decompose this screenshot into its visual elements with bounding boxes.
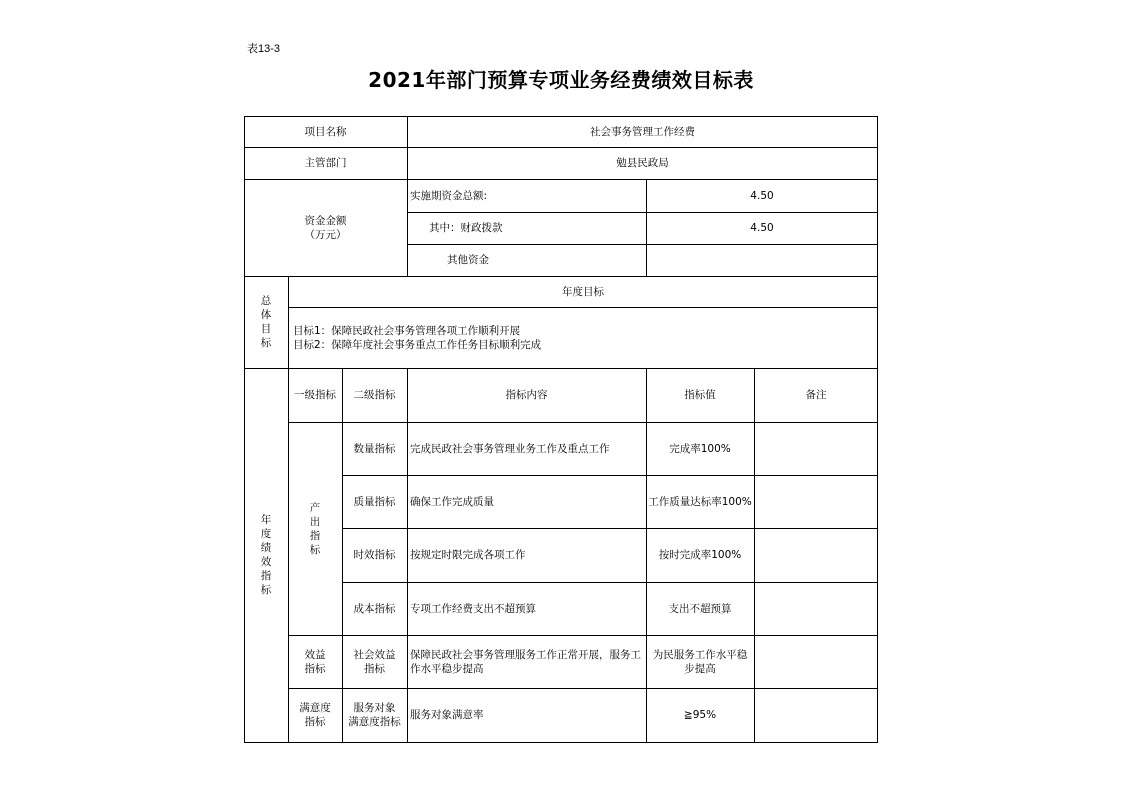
overall-goal-label (244, 276, 288, 368)
row-quantity-remark (754, 422, 878, 475)
annual-goal-content (288, 307, 878, 368)
annual-indicator-label (244, 368, 288, 742)
overall-goal-char-4: 标 (260, 337, 272, 349)
funds-fiscal-label: 其中：财政拨款 (429, 222, 503, 234)
dept-label: 主管部门 (304, 157, 347, 169)
row-cost-level2: 成本指标 (353, 602, 396, 615)
performance-goal-table (244, 116, 878, 743)
project-name-label: 项目名称 (304, 125, 347, 138)
row-cost-value: 支出不超预算 (668, 602, 732, 615)
row-cost-remark (754, 582, 878, 635)
annual-goal-header: 年度目标 (562, 285, 604, 298)
output-indicator-label (288, 422, 342, 635)
header-content: 指标内容 (505, 389, 548, 401)
satisfaction-level1 (288, 688, 342, 742)
satisfaction-remark (754, 688, 878, 742)
annual-ind-char-1: 年 (260, 514, 272, 526)
row-timeliness-remark (754, 528, 878, 582)
output-char-3: 指 (309, 529, 321, 542)
funds-label-line2: （万元） (304, 228, 347, 241)
header-value: 指标值 (684, 389, 716, 401)
row-timeliness-content: 按规定时限完成各项工作 (410, 549, 526, 561)
row-quantity-value: 完成率100% (669, 442, 731, 455)
table-number: 表13-3 (247, 43, 281, 55)
annual-ind-char-2: 度 (260, 528, 272, 540)
row-quantity-level2: 数量指标 (353, 442, 396, 455)
overall-goal-char-1: 总 (260, 295, 272, 307)
goal-2: 目标2：保障年度社会事务重点工作任务目标顺利完成 (293, 338, 542, 351)
annual-ind-char-5: 指 (260, 570, 272, 582)
border-bottom (244, 742, 878, 743)
row-quality-content: 确保工作完成质量 (410, 495, 494, 508)
header-level1: 一级指标 (294, 389, 336, 401)
output-char-2: 出 (309, 515, 321, 528)
satisfaction-content: 服务对象满意率 (410, 709, 484, 721)
row-timeliness-level2: 时效指标 (353, 549, 396, 561)
benefit-content: 保障民政社会事务管理服务工作正常开展，服务工作水平稳步提高 (410, 648, 641, 675)
row-quality-level2: 质量指标 (353, 495, 396, 508)
funds-total-label: 实施期资金总额: (410, 189, 488, 202)
row-timeliness-value: 按时完成率100% (658, 549, 742, 561)
header-remark: 备注 (805, 389, 827, 401)
page-title: 2021年部门预算专项业务经费绩效目标表 (368, 68, 754, 92)
benefit-level2-line1: 社会效益 (353, 648, 396, 661)
dept-value: 勉县民政局 (616, 157, 669, 169)
benefit-level1 (288, 635, 342, 688)
project-name-value: 社会事务管理工作经费 (590, 125, 695, 138)
funds-label (244, 179, 407, 276)
annual-ind-char-3: 绩 (260, 542, 272, 554)
annual-ind-char-4: 效 (260, 556, 272, 568)
satisfaction-level2-line2: 满意度指标 (348, 716, 401, 728)
row-quality-value: 工作质量达标率100% (648, 495, 752, 508)
benefit-remark (754, 635, 878, 688)
benefit-level2-line2: 指标 (364, 662, 385, 675)
output-char-4: 标 (309, 543, 321, 556)
funds-other-label: 其他资金 (447, 254, 489, 266)
satisfaction-level2 (342, 688, 407, 742)
funds-label-line1: 资金金额 (304, 214, 347, 227)
satisfaction-value: ≧95% (683, 709, 717, 721)
benefit-value: 为民服务工作水平稳步提高 (652, 648, 748, 675)
goal-1: 目标1：保障民政社会事务管理各项工作顺利开展 (293, 324, 521, 337)
funds-total-value: 4.50 (750, 189, 774, 202)
overall-goal-char-2: 体 (260, 309, 272, 321)
benefit-level1-line2: 指标 (304, 662, 326, 675)
funds-other-value (646, 244, 878, 276)
output-char-1: 产 (309, 501, 321, 514)
overall-goal-char-3: 目 (260, 323, 272, 335)
annual-ind-char-6: 标 (260, 584, 272, 596)
satisfaction-level1-line1: 满意度 (299, 702, 331, 714)
satisfaction-level2-line1: 服务对象 (353, 702, 396, 714)
row-quality-remark (754, 475, 878, 528)
row-quantity-content: 完成民政社会事务管理业务工作及重点工作 (410, 442, 610, 455)
satisfaction-level1-line2: 指标 (304, 716, 326, 728)
row-cost-content: 专项工作经费支出不超预算 (410, 602, 536, 615)
benefit-level2 (342, 635, 407, 688)
funds-fiscal-value: 4.50 (750, 222, 774, 234)
header-level2: 二级指标 (353, 389, 396, 401)
benefit-level1-line1: 效益 (304, 648, 326, 661)
